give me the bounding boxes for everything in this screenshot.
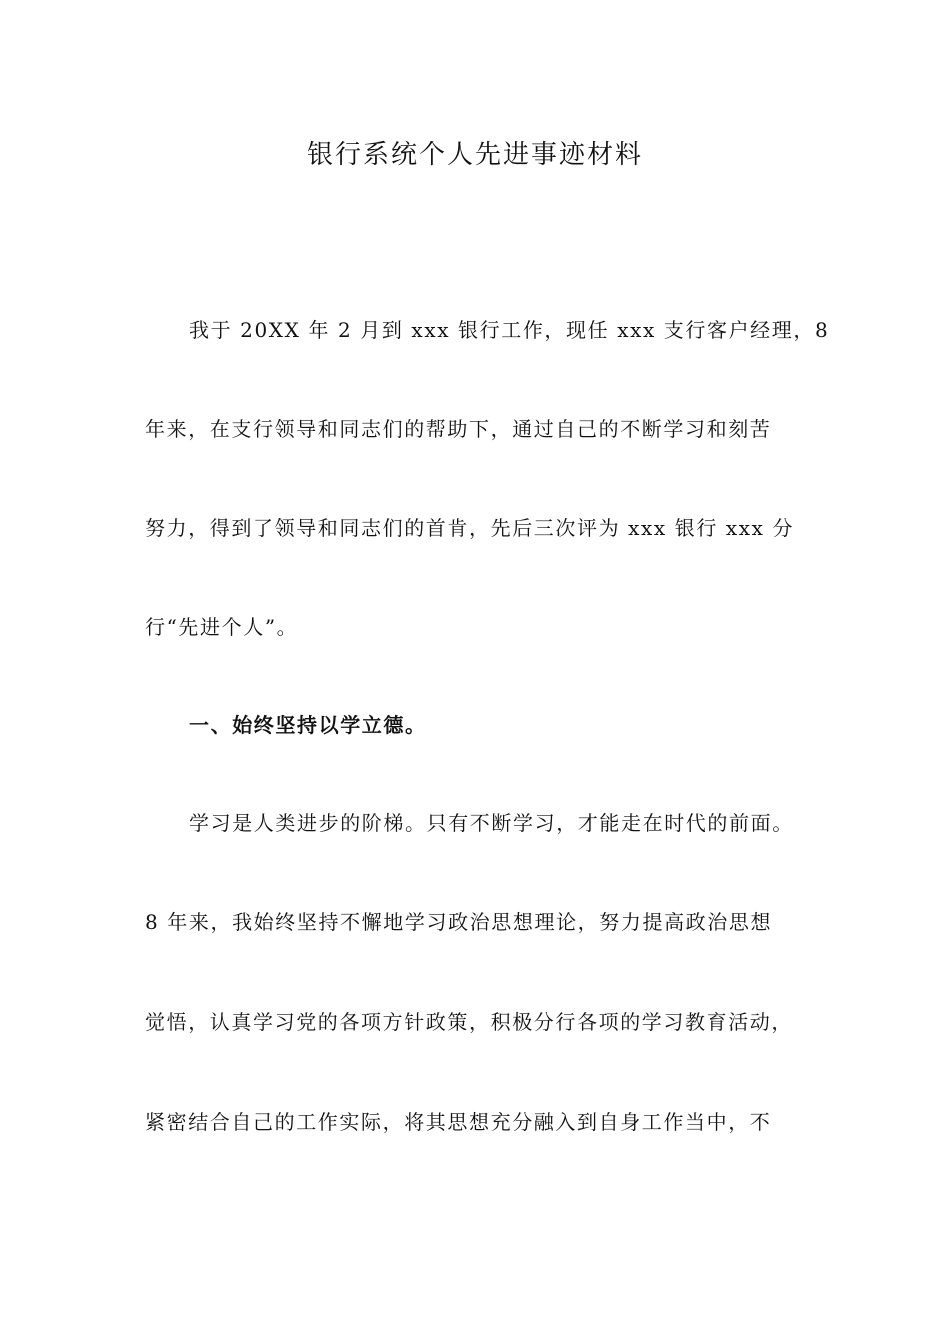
paragraph-line: 年来，在支行领导和同志们的帮助下，通过自己的不断学习和刻苦 bbox=[145, 417, 772, 441]
paragraph-line: 努力，得到了领导和同志们的首肯，先后三次评为 xxx 银行 xxx 分 bbox=[145, 516, 795, 540]
paragraph-line: 我于 20XX 年 2 月到 xxx 银行工作，现任 xxx 支行客户经理，8 bbox=[189, 318, 830, 342]
section-heading: 一、始终坚持以学立德。 bbox=[189, 713, 427, 737]
paragraph-line: 8 年来，我始终坚持不懈地学习政治思想理论，努力提高政治思想 bbox=[145, 910, 773, 934]
paragraph-line: 学习是人类进步的阶梯。只有不断学习，才能走在时代的前面。 bbox=[189, 811, 794, 835]
paragraph-line: 觉悟，认真学习党的各项方针政策，积极分行各项的学习教育活动， bbox=[145, 1010, 793, 1034]
paragraph-line: 行“先进个人”。 bbox=[145, 615, 299, 639]
paragraph-line: 紧密结合自己的工作实际，将其思想充分融入到自身工作当中，不 bbox=[145, 1110, 772, 1134]
document-title: 银行系统个人先进事迹材料 bbox=[306, 140, 643, 170]
